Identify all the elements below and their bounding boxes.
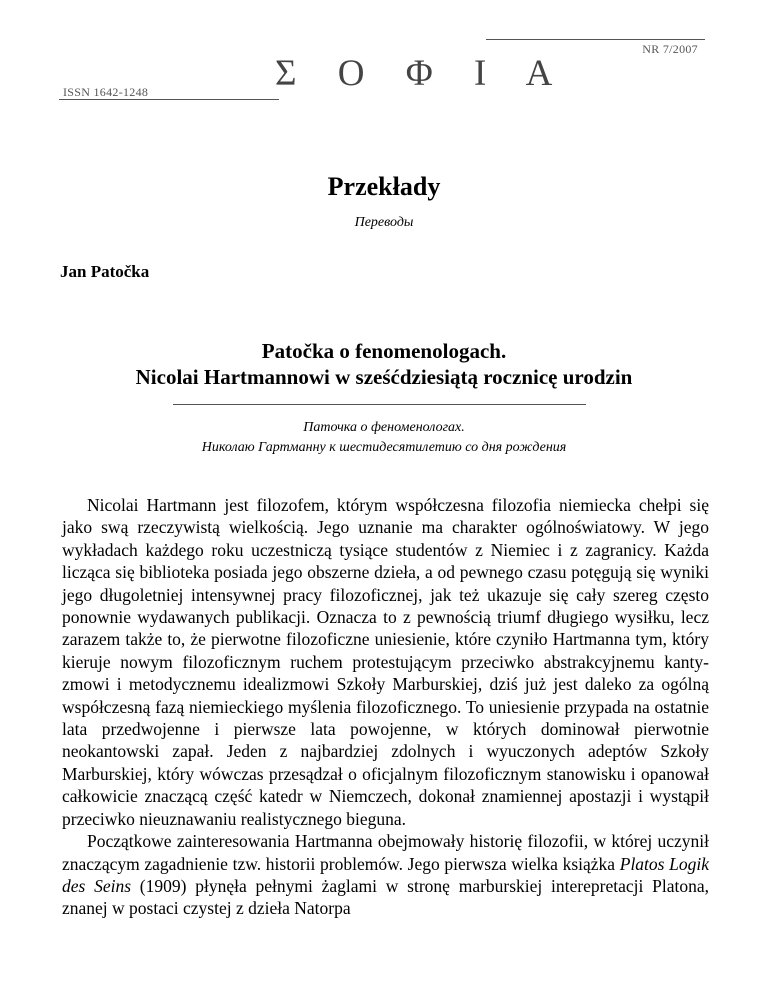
article-title xyxy=(0,338,768,390)
title-rule xyxy=(173,404,586,405)
journal-title: Σ Ο Φ Ι Α xyxy=(275,53,569,94)
section-title: Przekłady xyxy=(327,172,441,201)
author-name: Jan Patočka xyxy=(60,262,150,281)
issn-label: ISSN 1642-1248 xyxy=(63,85,149,99)
issue-number: NR 7/2007 xyxy=(642,42,698,56)
paragraph-1: Nicolai Hartmann jest filozofem, którym współczesna filozofia niemiecka chełpi się jako swą rzeczywistą wielkością. Jego uznanie ma charakter ogólnoświatowy. W jego wykładach każdego roku uczestniczą tysiące studentów z Niemiec i z zagranicy. Każda licząca się biblioteka posiada jego obszerne dzieła, a od pewnego czasu potęgują się wyniki jego długoletniej intensywnej pracy filozoficznej, jak też ukazuje się cały szereg często ponownie wydawanych publikacji. Oznacza to z pewnością triumf długiego wysiłku, lecz zarazem także to, że pierwotne filozoficzne uniesienie, które czyniło Hartmanna tym, który kieruje nowym filozoficznym ruchem protestującym przeciwko abstrakcyjnemu kantyzmowi i metodycznemu idealizmowi Szkoły Marburskiej, dziś już jest daleko za ogólną współczesną fazą niemieckiego myślenia filozoficznego. To uniesienie przypada na ostatnie lata przedwojenne i pierwsze lata powojenne, w których dominował pierwotnie neokantowski zapał. Jeden z najbardziej zdolnych i wyuczonych adeptów Szkoły Marburskiej, który wówczas przesądzał o oficjalnym filozoficznym stanowisku i opanował całkowicie znaczącą część katedr w Niemczech, dokonał znamiennej apostazji i wystąpił przeciwko nieuznawaniu realistycznego bieguna. xyxy=(62,495,709,829)
article-subtitle xyxy=(0,418,768,458)
article-body xyxy=(62,494,709,920)
article-subtitle-line-2: Николаю Гартманну к шестидесятилетию со дня рождения xyxy=(201,440,567,455)
article-subtitle-line-1: Паточка о феноменологах. xyxy=(303,420,465,435)
section-subtitle: Переводы xyxy=(354,215,414,230)
header-rule-top xyxy=(486,39,705,40)
header-rule-bottom xyxy=(59,99,279,100)
article-title-line-1: Patočka o fenomenologach. xyxy=(261,339,507,363)
paragraph-2 xyxy=(62,830,709,920)
paragraph-2-text-end: (1909) płynęła pełnymi żaglami w stronę marburskiej interepretacji Platona, znanej w postaci czystej z dzieła Natorpa xyxy=(62,875,709,919)
book-title: Platos Logik des Seins xyxy=(62,853,710,896)
paragraph-2-text-start: Początkowe zainteresowania Hartmanna obejmowały historię filozofii, w której uczynił znaczącym zagadnienie tzw. historii problemów. Jego pierwsza wielka książka xyxy=(62,831,709,874)
article-title-line-2: Nicolai Hartmannowi w sześćdziesiątą rocznicę urodzin xyxy=(135,365,633,389)
